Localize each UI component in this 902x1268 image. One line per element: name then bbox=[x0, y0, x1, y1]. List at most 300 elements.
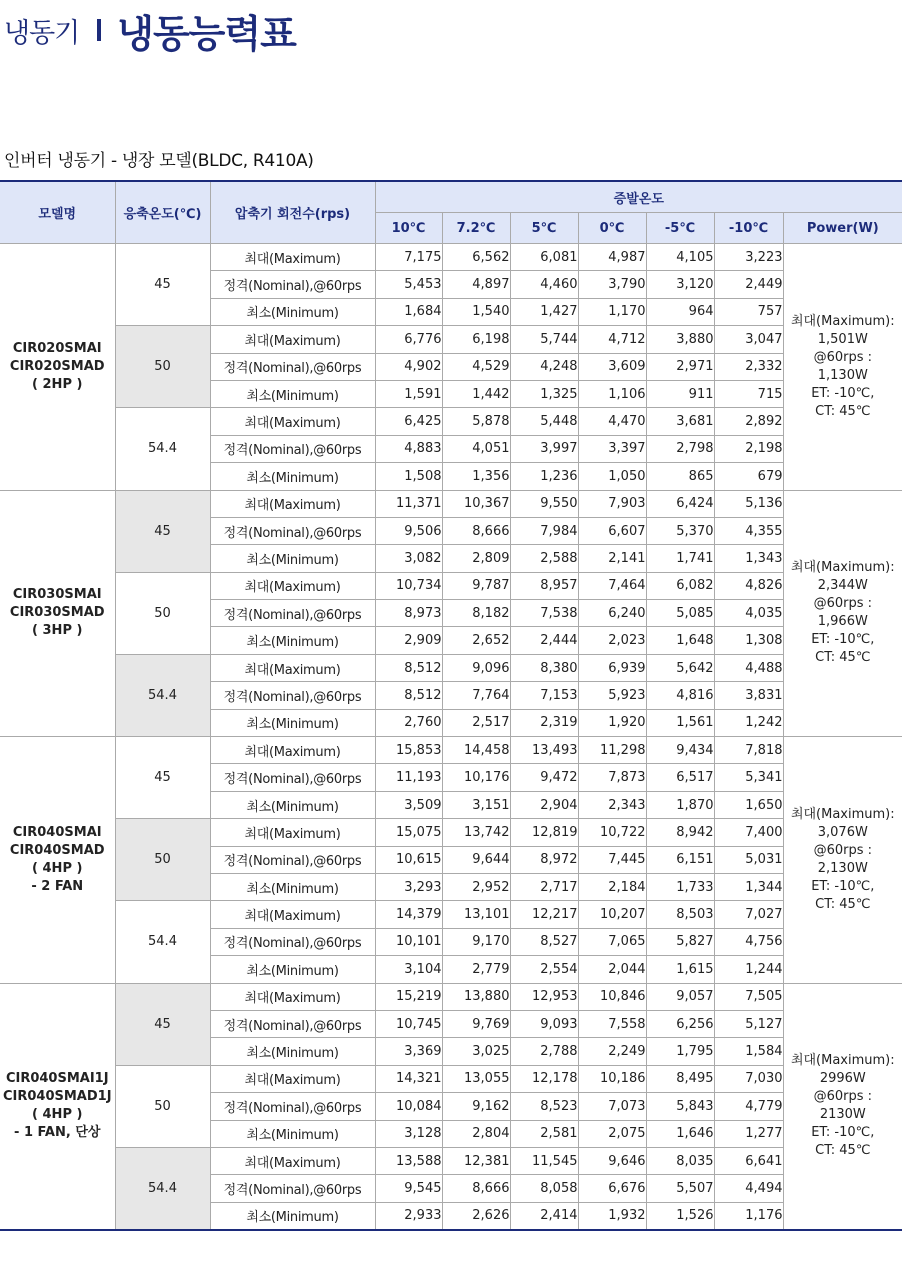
category-label: 냉동기 bbox=[4, 17, 80, 49]
power-line: CT: 45℃ bbox=[815, 403, 871, 419]
capacity-cell: 7,175 bbox=[375, 244, 442, 271]
capacity-cell: 10,176 bbox=[442, 764, 510, 791]
capacity-cell: 12,217 bbox=[510, 901, 578, 928]
capacity-cell: 2,971 bbox=[646, 353, 714, 380]
table-row bbox=[0, 490, 902, 517]
capacity-cell: 9,057 bbox=[646, 983, 714, 1010]
header-model: 모델명 bbox=[0, 181, 115, 244]
capacity-cell: 12,819 bbox=[510, 819, 578, 846]
capacity-cell: 6,240 bbox=[578, 600, 646, 627]
model-name-line: CIR040SMAI bbox=[12, 824, 102, 840]
capacity-cell: 8,523 bbox=[510, 1093, 578, 1120]
capacity-cell: 3,397 bbox=[578, 435, 646, 462]
capacity-cell: 715 bbox=[714, 380, 783, 407]
model-name-line: ( 3HP ) bbox=[32, 623, 83, 639]
model-name-cell bbox=[0, 737, 115, 984]
capacity-cell: 7,873 bbox=[578, 764, 646, 791]
capacity-cell: 964 bbox=[646, 298, 714, 325]
capacity-cell: 2,141 bbox=[578, 545, 646, 572]
capacity-cell: 10,101 bbox=[375, 928, 442, 955]
power-line: 최대(Maximum): bbox=[790, 313, 895, 329]
condensing-temp-cell: 45 bbox=[115, 983, 210, 1065]
capacity-cell: 1,050 bbox=[578, 463, 646, 490]
capacity-cell: 3,082 bbox=[375, 545, 442, 572]
compressor-speed-cell: 정격(Nominal),@60rps bbox=[210, 1175, 375, 1202]
capacity-cell: 3,880 bbox=[646, 326, 714, 353]
capacity-cell: 1,648 bbox=[646, 627, 714, 654]
power-line: ET: -10℃, bbox=[811, 385, 875, 401]
capacity-cell: 3,104 bbox=[375, 956, 442, 983]
compressor-speed-cell: 정격(Nominal),@60rps bbox=[210, 271, 375, 298]
capacity-cell: 1,176 bbox=[714, 1202, 783, 1230]
capacity-cell: 12,178 bbox=[510, 1065, 578, 1092]
compressor-speed-cell: 최소(Minimum) bbox=[210, 1120, 375, 1147]
compressor-speed-cell: 최소(Minimum) bbox=[210, 709, 375, 736]
page-title: 냉동능력표 bbox=[117, 11, 296, 56]
capacity-cell: 2,332 bbox=[714, 353, 783, 380]
capacity-cell: 2,343 bbox=[578, 791, 646, 818]
capacity-cell: 2,809 bbox=[442, 545, 510, 572]
condensing-temp-cell: 50 bbox=[115, 819, 210, 901]
header-evap-temp: -5℃ bbox=[646, 213, 714, 244]
capacity-cell: 10,745 bbox=[375, 1010, 442, 1037]
model-name-line: CIR020SMAI bbox=[12, 340, 102, 356]
capacity-cell: 2,554 bbox=[510, 956, 578, 983]
compressor-speed-cell: 최소(Minimum) bbox=[210, 627, 375, 654]
capacity-cell: 1,170 bbox=[578, 298, 646, 325]
capacity-cell: 2,319 bbox=[510, 709, 578, 736]
capacity-cell: 1,344 bbox=[714, 873, 783, 900]
capacity-cell: 7,400 bbox=[714, 819, 783, 846]
capacity-cell: 3,128 bbox=[375, 1120, 442, 1147]
header-compressor-speed: 압축기 회전수(rps) bbox=[210, 181, 375, 244]
capacity-cell: 1,920 bbox=[578, 709, 646, 736]
compressor-speed-cell: 최대(Maximum) bbox=[210, 901, 375, 928]
condensing-temp-cell: 45 bbox=[115, 244, 210, 326]
table-row bbox=[0, 737, 902, 764]
capacity-cell: 11,371 bbox=[375, 490, 442, 517]
model-name-cell bbox=[0, 244, 115, 491]
capacity-cell: 6,607 bbox=[578, 517, 646, 544]
capacity-cell: 2,933 bbox=[375, 1202, 442, 1230]
capacity-cell: 1,615 bbox=[646, 956, 714, 983]
capacity-cell: 679 bbox=[714, 463, 783, 490]
capacity-cell: 1,591 bbox=[375, 380, 442, 407]
capacity-cell: 1,684 bbox=[375, 298, 442, 325]
page-heading bbox=[4, 2, 296, 58]
compressor-speed-cell: 최대(Maximum) bbox=[210, 408, 375, 435]
compressor-speed-cell: 최소(Minimum) bbox=[210, 791, 375, 818]
power-line: 최대(Maximum): bbox=[790, 1053, 895, 1069]
capacity-cell: 13,101 bbox=[442, 901, 510, 928]
capacity-cell: 10,367 bbox=[442, 490, 510, 517]
capacity-cell: 3,047 bbox=[714, 326, 783, 353]
capacity-cell: 8,973 bbox=[375, 600, 442, 627]
compressor-speed-cell: 정격(Nominal),@60rps bbox=[210, 928, 375, 955]
table-body bbox=[0, 244, 902, 1231]
model-name-line: CIR030SMAI bbox=[12, 587, 102, 603]
capacity-cell: 2,652 bbox=[442, 627, 510, 654]
compressor-speed-cell: 정격(Nominal),@60rps bbox=[210, 353, 375, 380]
capacity-cell: 15,853 bbox=[375, 737, 442, 764]
capacity-cell: 2,444 bbox=[510, 627, 578, 654]
compressor-speed-cell: 최소(Minimum) bbox=[210, 380, 375, 407]
capacity-cell: 11,545 bbox=[510, 1147, 578, 1174]
capacity-cell: 2,044 bbox=[578, 956, 646, 983]
capacity-cell: 7,764 bbox=[442, 682, 510, 709]
capacity-cell: 11,298 bbox=[578, 737, 646, 764]
capacity-cell: 12,381 bbox=[442, 1147, 510, 1174]
capacity-cell: 9,093 bbox=[510, 1010, 578, 1037]
capacity-cell: 5,642 bbox=[646, 654, 714, 681]
capacity-cell: 4,712 bbox=[578, 326, 646, 353]
capacity-cell: 3,223 bbox=[714, 244, 783, 271]
capacity-cell: 9,644 bbox=[442, 846, 510, 873]
power-line: 1,130W bbox=[817, 367, 868, 383]
compressor-speed-cell: 최대(Maximum) bbox=[210, 737, 375, 764]
capacity-cell: 4,105 bbox=[646, 244, 714, 271]
capacity-cell: 9,550 bbox=[510, 490, 578, 517]
capacity-cell: 1,106 bbox=[578, 380, 646, 407]
capacity-cell: 3,120 bbox=[646, 271, 714, 298]
capacity-cell: 12,953 bbox=[510, 983, 578, 1010]
header-evap-temp: -10℃ bbox=[714, 213, 783, 244]
capacity-cell: 6,517 bbox=[646, 764, 714, 791]
capacity-cell: 5,127 bbox=[714, 1010, 783, 1037]
capacity-cell: 8,957 bbox=[510, 572, 578, 599]
capacity-cell: 1,733 bbox=[646, 873, 714, 900]
compressor-speed-cell: 최대(Maximum) bbox=[210, 1065, 375, 1092]
capacity-cell: 1,932 bbox=[578, 1202, 646, 1230]
capacity-cell: 1,795 bbox=[646, 1038, 714, 1065]
power-line: 최대(Maximum): bbox=[790, 560, 895, 576]
capacity-cell: 11,193 bbox=[375, 764, 442, 791]
power-line: @60rps : bbox=[813, 349, 873, 365]
capacity-cell: 1,308 bbox=[714, 627, 783, 654]
capacity-cell: 4,035 bbox=[714, 600, 783, 627]
compressor-speed-cell: 최대(Maximum) bbox=[210, 572, 375, 599]
compressor-speed-cell: 정격(Nominal),@60rps bbox=[210, 517, 375, 544]
capacity-cell: 4,051 bbox=[442, 435, 510, 462]
capacity-cell: 5,453 bbox=[375, 271, 442, 298]
capacity-cell: 1,343 bbox=[714, 545, 783, 572]
capacity-cell: 2,909 bbox=[375, 627, 442, 654]
capacity-cell: 8,058 bbox=[510, 1175, 578, 1202]
capacity-cell: 6,256 bbox=[646, 1010, 714, 1037]
capacity-cell: 2,760 bbox=[375, 709, 442, 736]
compressor-speed-cell: 정격(Nominal),@60rps bbox=[210, 1093, 375, 1120]
table-caption: 인버터 냉동기 - 냉장 모델(BLDC, R410A) bbox=[4, 151, 314, 171]
power-line: @60rps : bbox=[813, 596, 873, 612]
capacity-cell: 2,414 bbox=[510, 1202, 578, 1230]
capacity-cell: 1,540 bbox=[442, 298, 510, 325]
table-row bbox=[0, 244, 902, 271]
capacity-cell: 1,646 bbox=[646, 1120, 714, 1147]
header-evap-temp: 10℃ bbox=[375, 213, 442, 244]
power-line: 1,966W bbox=[817, 614, 868, 630]
power-line: 2,130W bbox=[817, 860, 868, 876]
capacity-cell: 6,425 bbox=[375, 408, 442, 435]
capacity-cell: 5,507 bbox=[646, 1175, 714, 1202]
compressor-speed-cell: 최소(Minimum) bbox=[210, 1202, 375, 1230]
table-row bbox=[0, 1147, 902, 1174]
capacity-cell: 7,984 bbox=[510, 517, 578, 544]
capacity-cell: 13,055 bbox=[442, 1065, 510, 1092]
capacity-cell: 4,826 bbox=[714, 572, 783, 599]
header-evap-temp: 5℃ bbox=[510, 213, 578, 244]
capacity-cell: 2,717 bbox=[510, 873, 578, 900]
capacity-cell: 6,562 bbox=[442, 244, 510, 271]
condensing-temp-cell: 45 bbox=[115, 737, 210, 819]
capacity-cell: 3,509 bbox=[375, 791, 442, 818]
capacity-cell: 2,804 bbox=[442, 1120, 510, 1147]
power-line: 2,344W bbox=[817, 578, 868, 594]
power-line: 3,076W bbox=[817, 824, 868, 840]
capacity-cell: 3,293 bbox=[375, 873, 442, 900]
compressor-speed-cell: 최소(Minimum) bbox=[210, 463, 375, 490]
power-line: 2996W bbox=[819, 1071, 866, 1087]
compressor-speed-cell: 정격(Nominal),@60rps bbox=[210, 1010, 375, 1037]
model-name-line: - 1 FAN, 단상 bbox=[14, 1125, 101, 1141]
capacity-cell: 4,816 bbox=[646, 682, 714, 709]
capacity-cell: 4,779 bbox=[714, 1093, 783, 1120]
capacity-cell: 5,136 bbox=[714, 490, 783, 517]
capacity-cell: 13,742 bbox=[442, 819, 510, 846]
capacity-cell: 10,186 bbox=[578, 1065, 646, 1092]
capacity-cell: 1,427 bbox=[510, 298, 578, 325]
compressor-speed-cell: 최대(Maximum) bbox=[210, 819, 375, 846]
capacity-cell: 7,073 bbox=[578, 1093, 646, 1120]
capacity-cell: 6,081 bbox=[510, 244, 578, 271]
capacity-cell: 7,030 bbox=[714, 1065, 783, 1092]
capacity-cell: 1,356 bbox=[442, 463, 510, 490]
capacity-cell: 7,558 bbox=[578, 1010, 646, 1037]
compressor-speed-cell: 최대(Maximum) bbox=[210, 654, 375, 681]
capacity-cell: 7,065 bbox=[578, 928, 646, 955]
table-row bbox=[0, 654, 902, 681]
condensing-temp-cell: 54.4 bbox=[115, 408, 210, 490]
power-line: 2130W bbox=[819, 1107, 866, 1123]
capacity-cell: 7,464 bbox=[578, 572, 646, 599]
capacity-cell: 1,561 bbox=[646, 709, 714, 736]
condensing-temp-cell: 50 bbox=[115, 326, 210, 408]
table-row bbox=[0, 326, 902, 353]
capacity-cell: 10,722 bbox=[578, 819, 646, 846]
capacity-cell: 6,776 bbox=[375, 326, 442, 353]
capacity-cell: 15,219 bbox=[375, 983, 442, 1010]
condensing-temp-cell: 50 bbox=[115, 1065, 210, 1147]
capacity-cell: 13,880 bbox=[442, 983, 510, 1010]
capacity-cell: 4,494 bbox=[714, 1175, 783, 1202]
capacity-cell: 5,923 bbox=[578, 682, 646, 709]
capacity-cell: 10,734 bbox=[375, 572, 442, 599]
capacity-cell: 3,369 bbox=[375, 1038, 442, 1065]
capacity-cell: 911 bbox=[646, 380, 714, 407]
compressor-speed-cell: 정격(Nominal),@60rps bbox=[210, 435, 375, 462]
table-row bbox=[0, 983, 902, 1010]
compressor-speed-cell: 정격(Nominal),@60rps bbox=[210, 764, 375, 791]
capacity-cell: 3,151 bbox=[442, 791, 510, 818]
capacity-cell: 1,325 bbox=[510, 380, 578, 407]
capacity-cell: 2,788 bbox=[510, 1038, 578, 1065]
capacity-cell: 5,843 bbox=[646, 1093, 714, 1120]
capacity-cell: 7,903 bbox=[578, 490, 646, 517]
capacity-cell: 4,902 bbox=[375, 353, 442, 380]
capacity-cell: 9,787 bbox=[442, 572, 510, 599]
capacity-cell: 2,588 bbox=[510, 545, 578, 572]
capacity-cell: 3,025 bbox=[442, 1038, 510, 1065]
power-line: @60rps : bbox=[813, 842, 873, 858]
table-row bbox=[0, 819, 902, 846]
capacity-cell: 7,027 bbox=[714, 901, 783, 928]
capacity-cell: 8,503 bbox=[646, 901, 714, 928]
capacity-cell: 8,942 bbox=[646, 819, 714, 846]
compressor-speed-cell: 최소(Minimum) bbox=[210, 545, 375, 572]
compressor-speed-cell: 최대(Maximum) bbox=[210, 326, 375, 353]
capacity-cell: 5,085 bbox=[646, 600, 714, 627]
power-line: ET: -10℃, bbox=[811, 1125, 875, 1141]
header-evap-temp: 0℃ bbox=[578, 213, 646, 244]
capacity-cell: 1,741 bbox=[646, 545, 714, 572]
power-line: ET: -10℃, bbox=[811, 878, 875, 894]
power-cell bbox=[783, 244, 902, 491]
power-line: CT: 45℃ bbox=[815, 896, 871, 912]
capacity-cell: 10,207 bbox=[578, 901, 646, 928]
model-name-line: ( 4HP ) bbox=[32, 1107, 83, 1123]
power-cell bbox=[783, 983, 902, 1230]
capacity-cell: 2,075 bbox=[578, 1120, 646, 1147]
compressor-speed-cell: 정격(Nominal),@60rps bbox=[210, 682, 375, 709]
table-row bbox=[0, 1065, 902, 1092]
capacity-cell: 4,897 bbox=[442, 271, 510, 298]
capacity-cell: 2,449 bbox=[714, 271, 783, 298]
capacity-cell: 1,244 bbox=[714, 956, 783, 983]
capacity-cell: 2,626 bbox=[442, 1202, 510, 1230]
compressor-speed-cell: 최대(Maximum) bbox=[210, 1147, 375, 1174]
header-evaporating-temp: 증발온도 bbox=[375, 181, 902, 213]
model-name-line: CIR040SMAD1J bbox=[2, 1089, 112, 1105]
capacity-cell: 8,666 bbox=[442, 1175, 510, 1202]
capacity-cell: 6,082 bbox=[646, 572, 714, 599]
capacity-cell: 3,997 bbox=[510, 435, 578, 462]
capacity-cell: 4,987 bbox=[578, 244, 646, 271]
capacity-cell: 5,744 bbox=[510, 326, 578, 353]
capacity-cell: 9,162 bbox=[442, 1093, 510, 1120]
capacity-cell: 9,096 bbox=[442, 654, 510, 681]
capacity-cell: 13,493 bbox=[510, 737, 578, 764]
capacity-cell: 13,588 bbox=[375, 1147, 442, 1174]
capacity-cell: 7,818 bbox=[714, 737, 783, 764]
capacity-cell: 7,538 bbox=[510, 600, 578, 627]
condensing-temp-cell: 54.4 bbox=[115, 901, 210, 983]
capacity-cell: 2,517 bbox=[442, 709, 510, 736]
power-line: CT: 45℃ bbox=[815, 1143, 871, 1159]
capacity-cell: 5,827 bbox=[646, 928, 714, 955]
condensing-temp-cell: 54.4 bbox=[115, 1147, 210, 1230]
capacity-cell: 1,650 bbox=[714, 791, 783, 818]
capacity-cell: 6,151 bbox=[646, 846, 714, 873]
capacity-cell: 15,075 bbox=[375, 819, 442, 846]
capacity-cell: 4,756 bbox=[714, 928, 783, 955]
table-row bbox=[0, 572, 902, 599]
compressor-speed-cell: 최소(Minimum) bbox=[210, 956, 375, 983]
power-line: 최대(Maximum): bbox=[790, 806, 895, 822]
capacity-cell: 5,448 bbox=[510, 408, 578, 435]
capacity-cell: 8,512 bbox=[375, 682, 442, 709]
capacity-cell: 4,470 bbox=[578, 408, 646, 435]
capacity-cell: 2,184 bbox=[578, 873, 646, 900]
compressor-speed-cell: 최대(Maximum) bbox=[210, 983, 375, 1010]
capacity-cell: 4,488 bbox=[714, 654, 783, 681]
power-line: 1,501W bbox=[817, 331, 868, 347]
capacity-cell: 2,798 bbox=[646, 435, 714, 462]
capacity-cell: 10,615 bbox=[375, 846, 442, 873]
power-cell bbox=[783, 490, 902, 737]
capacity-cell: 7,505 bbox=[714, 983, 783, 1010]
compressor-speed-cell: 정격(Nominal),@60rps bbox=[210, 846, 375, 873]
condensing-temp-cell: 45 bbox=[115, 490, 210, 572]
condensing-temp-cell: 50 bbox=[115, 572, 210, 654]
refrigeration-capacity-table bbox=[0, 180, 902, 1231]
table-row bbox=[0, 408, 902, 435]
heading-divider bbox=[97, 19, 101, 41]
condensing-temp-cell: 54.4 bbox=[115, 654, 210, 736]
compressor-speed-cell: 최소(Minimum) bbox=[210, 873, 375, 900]
capacity-cell: 757 bbox=[714, 298, 783, 325]
capacity-cell: 1,508 bbox=[375, 463, 442, 490]
capacity-cell: 2,892 bbox=[714, 408, 783, 435]
capacity-cell: 3,831 bbox=[714, 682, 783, 709]
compressor-speed-cell: 최대(Maximum) bbox=[210, 244, 375, 271]
capacity-cell: 8,666 bbox=[442, 517, 510, 544]
capacity-cell: 5,370 bbox=[646, 517, 714, 544]
capacity-cell: 1,242 bbox=[714, 709, 783, 736]
capacity-cell: 9,472 bbox=[510, 764, 578, 791]
model-name-line: - 2 FAN bbox=[31, 878, 84, 894]
capacity-cell: 9,769 bbox=[442, 1010, 510, 1037]
capacity-cell: 8,495 bbox=[646, 1065, 714, 1092]
power-line: CT: 45℃ bbox=[815, 650, 871, 666]
capacity-cell: 10,846 bbox=[578, 983, 646, 1010]
capacity-cell: 5,341 bbox=[714, 764, 783, 791]
table-row bbox=[0, 901, 902, 928]
capacity-cell: 2,904 bbox=[510, 791, 578, 818]
capacity-cell: 2,952 bbox=[442, 873, 510, 900]
capacity-cell: 6,424 bbox=[646, 490, 714, 517]
capacity-cell: 1,236 bbox=[510, 463, 578, 490]
capacity-cell: 4,883 bbox=[375, 435, 442, 462]
capacity-cell: 9,170 bbox=[442, 928, 510, 955]
capacity-cell: 9,646 bbox=[578, 1147, 646, 1174]
capacity-cell: 14,379 bbox=[375, 901, 442, 928]
capacity-cell: 4,355 bbox=[714, 517, 783, 544]
power-line: @60rps : bbox=[813, 1089, 873, 1105]
model-name-line: CIR040SMAI1J bbox=[5, 1071, 109, 1087]
capacity-cell: 5,031 bbox=[714, 846, 783, 873]
capacity-cell: 14,321 bbox=[375, 1065, 442, 1092]
power-line: ET: -10℃, bbox=[811, 632, 875, 648]
capacity-cell: 2,779 bbox=[442, 956, 510, 983]
capacity-cell: 6,198 bbox=[442, 326, 510, 353]
capacity-cell: 1,277 bbox=[714, 1120, 783, 1147]
capacity-cell: 2,198 bbox=[714, 435, 783, 462]
capacity-cell: 3,681 bbox=[646, 408, 714, 435]
capacity-cell: 865 bbox=[646, 463, 714, 490]
capacity-cell: 6,676 bbox=[578, 1175, 646, 1202]
capacity-cell: 9,506 bbox=[375, 517, 442, 544]
model-name-line: CIR030SMAD bbox=[9, 605, 105, 621]
model-name-line: CIR040SMAD bbox=[9, 842, 105, 858]
